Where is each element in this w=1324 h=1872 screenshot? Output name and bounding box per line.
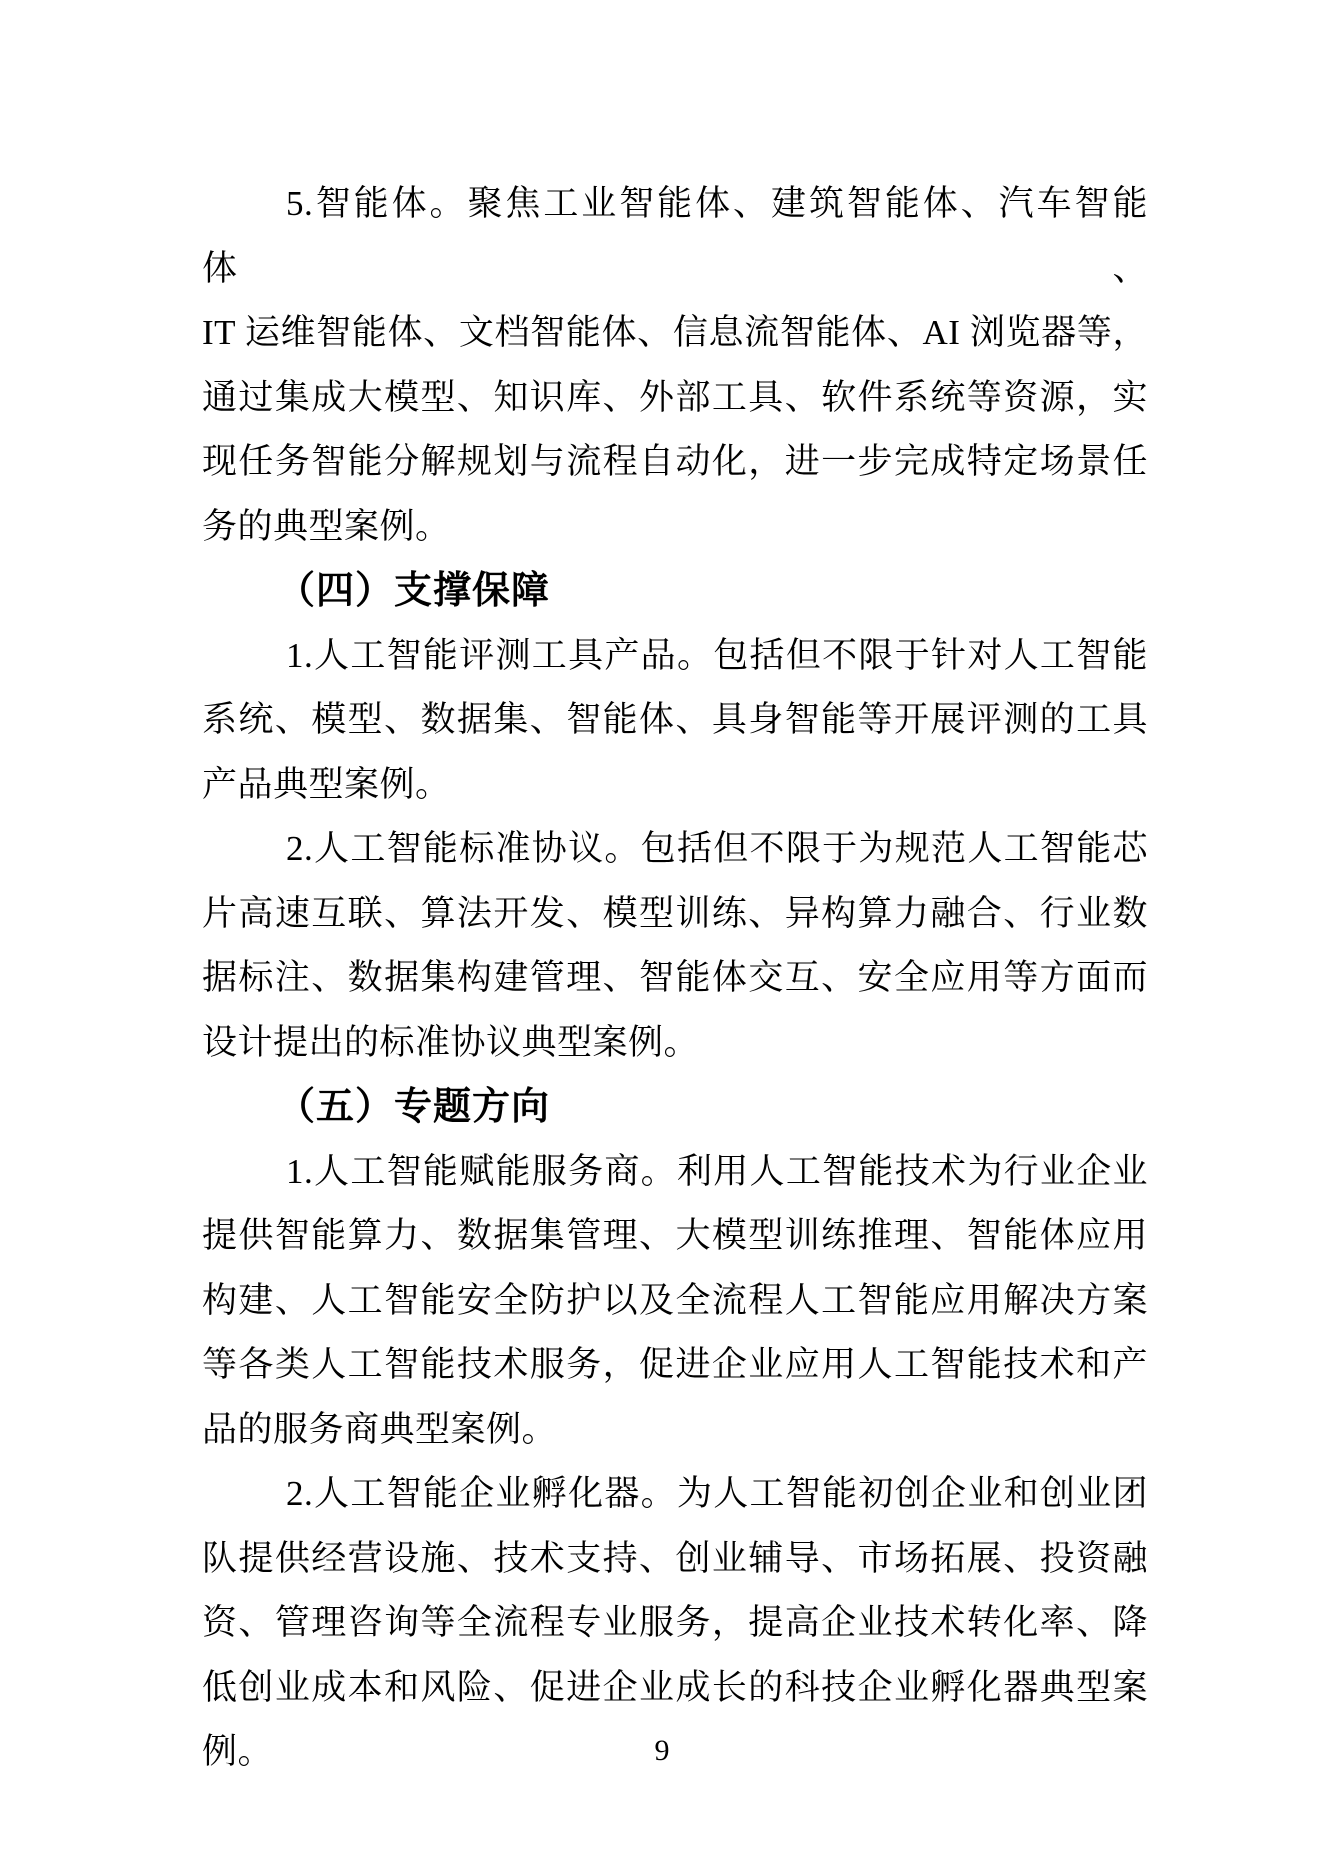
text-line: 据标注、数据集构建管理、智能体交互、安全应用等方面而 xyxy=(202,958,1148,997)
text-line: IT 运维智能体、文档智能体、信息流智能体、AI 浏览器等， xyxy=(202,313,1148,352)
text-line: 5.智能体。聚焦工业智能体、建筑智能体、汽车智能体、 xyxy=(202,184,1148,288)
section-heading: （五）专题方向 xyxy=(277,1086,551,1128)
text-line: 低创业成本和风险、促进企业成长的科技企业孵化器典型案 xyxy=(202,1667,1148,1707)
text-line: 现任务智能分解规划与流程自动化，进一步完成特定场景任 xyxy=(202,442,1148,481)
text-line: 2.人工智能企业孵化器。为人工智能初创企业和创业团 xyxy=(286,1474,1148,1513)
text-line: 提供智能算力、数据集管理、大模型训练推理、智能体应用 xyxy=(202,1216,1148,1255)
text-line: 系统、模型、数据集、智能体、具身智能等开展评测的工具 xyxy=(202,700,1148,739)
page-number: 9 xyxy=(654,1734,670,1767)
text-line: 构建、人工智能安全防护以及全流程人工智能应用解决方案 xyxy=(202,1280,1148,1320)
text-line: 等各类人工智能技术服务，促进企业应用人工智能技术和产 xyxy=(202,1345,1148,1384)
text-line: 资、管理咨询等全流程专业服务，提高企业技术转化率、降 xyxy=(202,1603,1148,1642)
text-line: 例。 xyxy=(202,1732,274,1771)
text-line: 品的服务商典型案例。 xyxy=(202,1409,558,1449)
text-line: 设计提出的标准协议典型案例。 xyxy=(202,1022,700,1062)
paragraph xyxy=(202,624,1148,818)
paragraph xyxy=(202,1140,1148,1463)
paragraph xyxy=(202,172,1148,559)
text-line: 队提供经营设施、技术支持、创业辅导、市场拓展、投资融 xyxy=(202,1538,1148,1578)
text-line: 务的典型案例。 xyxy=(202,506,451,546)
section-heading: （四）支撑保障 xyxy=(277,570,551,612)
text-line: 通过集成大模型、知识库、外部工具、软件系统等资源，实 xyxy=(202,377,1148,417)
text-line: 片高速互联、算法开发、模型训练、异构算力融合、行业数 xyxy=(202,893,1148,933)
text-line: 1.人工智能赋能服务商。利用人工智能技术为行业企业 xyxy=(286,1151,1148,1191)
text-line: 2.人工智能标准协议。包括但不限于为规范人工智能芯 xyxy=(286,829,1148,868)
document-body xyxy=(202,172,1148,1785)
paragraph xyxy=(202,817,1148,1075)
text-line: 1.人工智能评测工具产品。包括但不限于针对人工智能 xyxy=(286,635,1148,675)
text-line: 产品典型案例。 xyxy=(202,764,451,804)
